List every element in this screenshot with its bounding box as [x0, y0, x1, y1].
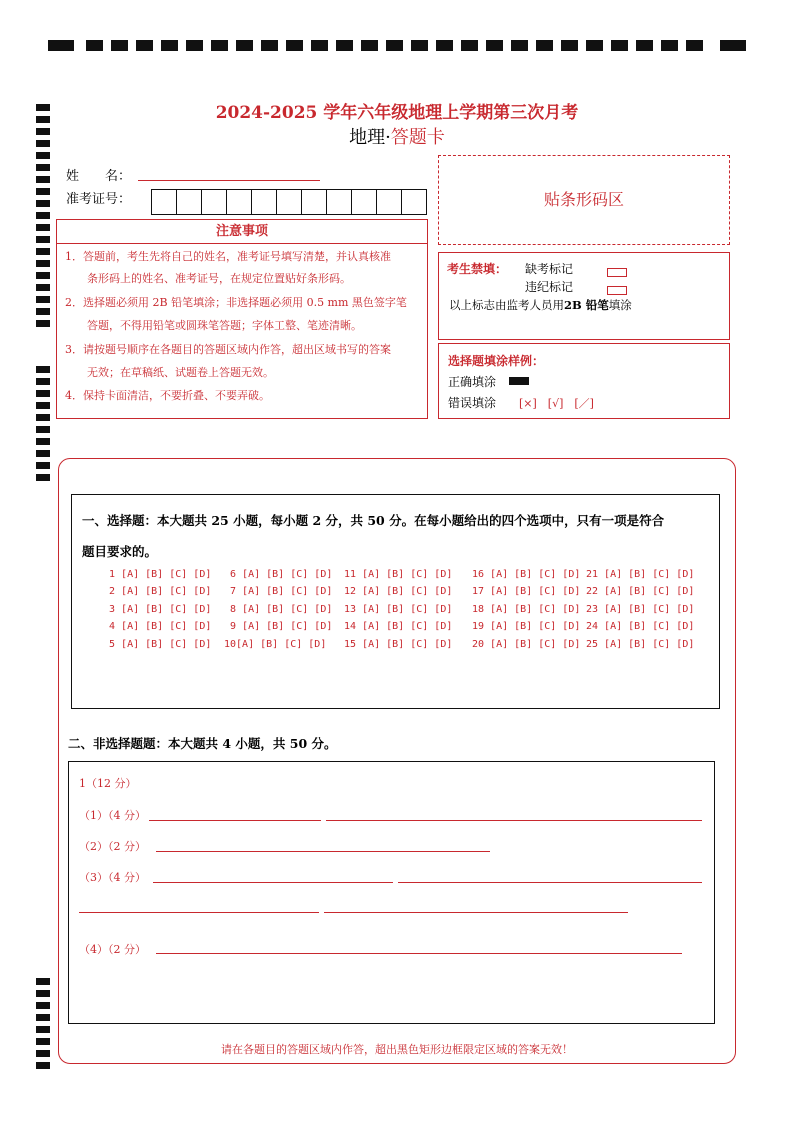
section2-title: 二、非选择题题：本大题共 4 小题，共 50 分。	[68, 736, 337, 751]
timing-mark	[36, 990, 50, 997]
timing-mark	[36, 224, 50, 231]
answer-line[interactable]	[156, 851, 490, 852]
choice-column-2[interactable]: 6 [A] [B] [C] [D] 7 [A] [B] [C] [D] 8 [A] [B] [C] [D] 9 [A] [B] [C] [D] 10[A] [B] [C] [D]	[224, 569, 333, 650]
timing-mark	[36, 272, 50, 279]
timing-mark	[36, 308, 50, 315]
timing-mark	[36, 390, 50, 397]
fill-sample-box	[438, 343, 730, 419]
choice-column-4[interactable]: 16 [A] [B] [C] [D] 17 [A] [B] [C] [D] 18 [A] [B] [C] [D] 19 [A] [B] [C] [D] 20 [A] [B] [C] [D]	[472, 569, 581, 650]
timing-mark	[36, 1026, 50, 1033]
answer-line[interactable]	[149, 820, 321, 821]
forbid-label: 考生禁填：	[447, 262, 508, 276]
timing-mark	[36, 260, 50, 267]
timing-mark	[36, 1062, 50, 1069]
notice-heading: 注意事项	[56, 219, 428, 244]
notice-item: 无效；在草稿纸、试题卷上答题无效。	[65, 366, 274, 379]
timing-mark	[36, 212, 50, 219]
wrong-fill-marks: [×] [√] [／]	[519, 397, 594, 410]
choice-column-3[interactable]: 11 [A] [B] [C] [D] 12 [A] [B] [C] [D] 13 [A] [B] [C] [D] 14 [A] [B] [C] [D] 15 [A] [B] [C] [D]	[344, 569, 453, 650]
timing-mark	[36, 978, 50, 985]
card-label: 答题卡	[390, 127, 445, 148]
choice-column-5[interactable]: 21 [A] [B] [C] [D] 22 [A] [B] [C] [D] 23 [A] [B] [C] [D] 24 [A] [B] [C] [D] 25 [A] [B] [C] [D]	[586, 569, 695, 650]
timing-mark	[36, 450, 50, 457]
question-1-label: 1（12 分）	[79, 777, 137, 790]
notice-item: 3．请按题号顺序在各题目的答题区域内作答，超出区域书写的答案	[65, 343, 391, 356]
timing-mark	[36, 320, 50, 327]
choice-column-1[interactable]: 1 [A] [B] [C] [D] 2 [A] [B] [C] [D] 3 [A] [B] [C] [D] 4 [A] [B] [C] [D] 5 [A] [B] [C] [D]	[109, 569, 212, 650]
timing-mark	[36, 164, 50, 171]
timing-mark	[36, 474, 50, 481]
timing-mark	[36, 426, 50, 433]
forbidden-fill-box	[438, 252, 730, 340]
notice-item: 2．选择题必须用 2B 铅笔填涂；非选择题必须用 0.5 mm 黑色签字笔	[65, 296, 407, 309]
notice-item: 1．答题前，考生先将自己的姓名，准考证号填写清楚，并认真核准	[65, 250, 391, 263]
part-3-label: （3）（4 分）	[79, 871, 146, 884]
subject-label: 地理	[349, 127, 386, 148]
timing-mark	[36, 1002, 50, 1009]
sample-label: 选择题填涂样例：	[448, 354, 545, 368]
answer-line[interactable]	[324, 912, 628, 913]
timing-mark	[36, 1014, 50, 1021]
timing-mark	[36, 284, 50, 291]
notice-box	[56, 243, 428, 419]
barcode-area: 贴条形码区	[438, 155, 730, 245]
timing-mark	[36, 366, 50, 373]
notice-item: 条形码上的姓名、准考证号，在规定位置贴好条形码。	[65, 272, 351, 285]
correct-fill-mark	[509, 377, 529, 385]
part-1-label: （1）（4 分）	[79, 809, 146, 822]
timing-mark	[36, 236, 50, 243]
part-2-label: （2）（2 分）	[79, 840, 146, 853]
timing-mark	[36, 296, 50, 303]
absent-mark-box[interactable]	[607, 262, 627, 281]
card-subtitle	[0, 123, 794, 149]
timing-mark	[36, 438, 50, 445]
answer-line[interactable]	[153, 882, 393, 883]
answer-line[interactable]	[326, 820, 702, 821]
timing-mark	[36, 188, 50, 195]
name-field[interactable]	[138, 180, 320, 181]
timing-mark	[36, 200, 50, 207]
note-post: 填涂	[608, 298, 632, 312]
timing-mark	[36, 176, 50, 183]
exam-title: 2024-2025 学年六年级地理上学期第三次月考	[215, 103, 579, 123]
correct-label: 正确填涂	[448, 375, 497, 389]
footer-warning: 请在各题目的答题区域内作答，超出黑色矩形边框限定区域的答案无效！	[221, 1043, 573, 1056]
exam-id-label: 准考证号：	[66, 192, 132, 207]
note-bold: 2B 铅笔	[564, 298, 609, 312]
wrong-label: 错误填涂	[448, 396, 497, 410]
section-free-response	[68, 761, 715, 1024]
timing-mark	[36, 152, 50, 159]
answer-line[interactable]	[79, 912, 319, 913]
notice-item: 答题，不得用铅笔或圆珠笔答题；字体工整、笔迹清晰。	[65, 319, 362, 332]
exam-id-boxes[interactable]	[152, 189, 427, 215]
timing-mark	[36, 378, 50, 385]
timing-mark	[36, 402, 50, 409]
forbid-note	[449, 297, 632, 313]
timing-mark	[36, 462, 50, 469]
timing-mark	[36, 414, 50, 421]
violation-label: 违纪标记	[525, 280, 574, 294]
part-4-label: （4）（2 分）	[79, 943, 146, 956]
section1-title-line1: 一、选择题：本大题共 25 小题，每小题 2 分，共 50 分。在每小题给出的四个选项中，只有一项是符合	[82, 513, 665, 528]
name-label: 姓 名：	[66, 169, 132, 184]
section1-title-line2: 题目要求的。	[82, 544, 158, 559]
absent-label: 缺考标记	[525, 262, 574, 276]
notice-item: 4．保持卡面清洁，不要折叠、不要弄破。	[65, 389, 270, 402]
answer-line[interactable]	[156, 953, 682, 954]
separator: ·	[385, 127, 391, 148]
note-pre: 以上标志由监考人员用	[449, 298, 564, 312]
timing-mark	[36, 248, 50, 255]
answer-line[interactable]	[398, 882, 702, 883]
